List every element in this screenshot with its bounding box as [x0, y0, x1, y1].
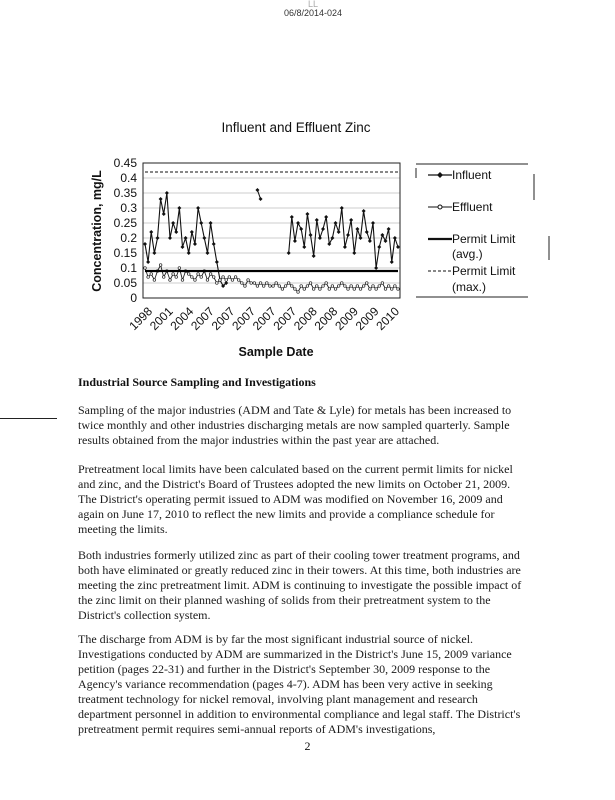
effluent-point — [350, 285, 353, 288]
influent-point — [171, 221, 175, 225]
effluent-point — [269, 285, 272, 288]
effluent-point — [356, 285, 359, 288]
x-tick-label: 2007 — [270, 304, 300, 334]
document-stamp — [268, 0, 358, 18]
effluent-point — [369, 288, 372, 291]
influent-point — [374, 266, 378, 270]
influent-point — [393, 236, 397, 240]
effluent-point — [178, 267, 181, 270]
effluent-point — [381, 282, 384, 285]
effluent-point — [278, 285, 281, 288]
influent-point — [143, 242, 147, 246]
effluent-point — [365, 282, 368, 285]
influent-point — [337, 230, 341, 234]
x-tick-label: 2007 — [188, 304, 217, 334]
influent-point — [159, 197, 163, 201]
effluent-point — [340, 282, 343, 285]
legend-permit-max-label: Permit Limit (max.) — [452, 264, 516, 294]
influent-point — [315, 218, 319, 222]
influent-point — [349, 218, 353, 222]
y-tick-label: 0.1 — [120, 261, 137, 275]
effluent-point — [216, 282, 219, 285]
chart-title: Influent and Effluent Zinc — [221, 120, 371, 135]
influent-point — [318, 236, 322, 240]
effluent-point — [187, 273, 190, 276]
x-tick-label: 1998 — [126, 304, 156, 334]
legend-permit-avg-label: Permit Limit (avg.) — [452, 232, 516, 261]
legend-influent-marker — [437, 172, 443, 178]
effluent-point — [194, 279, 197, 282]
influent-point — [299, 227, 303, 231]
influent-point — [368, 239, 372, 243]
effluent-point — [272, 285, 275, 288]
influent-point — [312, 254, 316, 258]
effluent-point — [200, 276, 203, 279]
effluent-point — [372, 285, 375, 288]
x-axis-label: Sample Date — [238, 345, 314, 359]
y-tick-label: 0.25 — [113, 216, 137, 230]
effluent-point — [169, 279, 172, 282]
influent-point — [162, 212, 166, 216]
effluent-point — [175, 276, 178, 279]
effluent-point — [225, 279, 228, 282]
effluent-point — [362, 285, 365, 288]
effluent-point — [275, 282, 278, 285]
effluent-point — [322, 285, 325, 288]
influent-point — [187, 251, 191, 255]
effluent-point — [297, 291, 300, 294]
effluent-point — [347, 288, 350, 291]
effluent-point — [181, 279, 184, 282]
y-tick-label: 0.2 — [120, 231, 137, 245]
influent-point — [174, 230, 178, 234]
influent-point — [396, 245, 400, 249]
influent-point — [324, 215, 328, 219]
effluent-point — [144, 267, 147, 270]
effluent-point — [375, 288, 378, 291]
influent-point — [209, 221, 213, 225]
x-tick-label: 2010 — [373, 304, 403, 334]
influent-point — [155, 236, 159, 240]
effluent-point — [337, 285, 340, 288]
x-tick-label: 2007 — [249, 304, 279, 334]
legend — [416, 164, 549, 297]
page-number: 2 — [304, 739, 311, 753]
legend-effluent-marker — [438, 205, 442, 209]
x-tick-label: 2008 — [311, 304, 341, 334]
effluent-point — [303, 288, 306, 291]
influent-point — [330, 236, 334, 240]
effluent-point — [284, 285, 287, 288]
x-tick-label: 2007 — [208, 304, 238, 334]
influent-point — [346, 233, 350, 237]
influent-point — [359, 236, 363, 240]
y-tick-label: 0 — [130, 291, 137, 305]
influent-point — [212, 242, 216, 246]
paragraph-sampling: Sampling of the major industries (ADM and Tate & Lyle) for metals has been increased to twice monthly and other industries discharging metals are now sampled quarterly. Sample results obtained from the major industries within the past year are attached. — [78, 403, 512, 447]
influent-point — [215, 260, 219, 264]
effluent-point — [319, 288, 322, 291]
influent-point — [377, 245, 381, 249]
influent-point — [355, 227, 359, 231]
effluent-point — [294, 288, 297, 291]
effluent-point — [397, 288, 400, 291]
influent-point — [362, 209, 366, 213]
effluent-point — [247, 279, 250, 282]
effluent-point — [162, 276, 165, 279]
effluent-point — [191, 276, 194, 279]
effluent-point — [244, 285, 247, 288]
effluent-point — [300, 285, 303, 288]
influent-point — [302, 245, 306, 249]
y-axis-label: Concentration, mg/L — [90, 170, 104, 292]
zinc-chart — [0, 110, 615, 370]
effluent-point — [241, 282, 244, 285]
x-tick-label: 2009 — [352, 304, 382, 334]
influent-point — [305, 212, 309, 216]
effluent-point — [212, 276, 215, 279]
effluent-point — [159, 264, 162, 267]
legend-influent-label: Influent — [452, 168, 492, 182]
influent-point — [290, 215, 294, 219]
effluent-point — [250, 282, 253, 285]
paragraph-nickel-source: The discharge from ADM is by far the most significant industrial source of nickel. Investigations conducted by ADM are summarized in the District's June 15, 2009 variance petition (pages 22-31) and further in the District's September 30, 2009 response to the Agency's variance recommendation (pages 4-7). ADM has been very active in seeking treatment technology for nickel removal, involving plant management and research department personnel in addition to environmental compliance and legal staff. The District's pretreatment permit requires semi-annual reports of ADM's investigations, — [78, 632, 521, 736]
influent-point — [380, 233, 384, 237]
effluent-point — [237, 279, 240, 282]
effluent-point — [315, 285, 318, 288]
effluent-point — [309, 282, 312, 285]
effluent-point — [378, 285, 381, 288]
effluent-point — [344, 285, 347, 288]
influent-point — [165, 191, 169, 195]
effluent-point — [390, 288, 393, 291]
effluent-point — [253, 282, 256, 285]
influent-point — [168, 236, 172, 240]
effluent-point — [172, 273, 175, 276]
x-tick-label: 2001 — [146, 304, 176, 334]
effluent-point — [387, 285, 390, 288]
effluent-point — [334, 288, 337, 291]
effluent-point — [209, 273, 212, 276]
stamp-line-1: LL — [307, 0, 318, 9]
influent-point — [184, 236, 188, 240]
effluent-point — [150, 273, 153, 276]
effluent-point — [384, 288, 387, 291]
y-tick-label: 0.45 — [113, 156, 137, 170]
effluent-point — [312, 288, 315, 291]
influent-point — [149, 230, 153, 234]
effluent-point — [306, 285, 309, 288]
effluent-point — [234, 276, 237, 279]
influent-point — [180, 245, 184, 249]
influent-point — [365, 230, 369, 234]
influent-point — [343, 245, 347, 249]
influent-point — [259, 197, 263, 201]
effluent-point — [147, 276, 150, 279]
effluent-point — [231, 279, 234, 282]
x-tick-label: 2008 — [291, 304, 320, 334]
influent-point — [296, 221, 300, 225]
influent-point — [387, 227, 391, 231]
effluent-point — [262, 285, 265, 288]
x-tick-label: 2004 — [167, 304, 197, 334]
effluent-point — [256, 285, 259, 288]
influent-point — [340, 206, 344, 210]
influent-point — [321, 227, 325, 231]
effluent-point — [228, 276, 231, 279]
effluent-point — [291, 285, 294, 288]
x-tick-label: 2009 — [332, 304, 361, 334]
effluent-point — [359, 288, 362, 291]
stamp-line-2: 06/8/2014-024 — [283, 8, 343, 18]
effluent-point — [219, 279, 222, 282]
influent-point — [334, 221, 338, 225]
influent-point — [384, 239, 388, 243]
effluent-point — [259, 282, 262, 285]
influent-point — [390, 260, 394, 264]
influent-point — [205, 251, 209, 255]
effluent-point — [353, 288, 356, 291]
influent-point — [327, 242, 331, 246]
effluent-point — [206, 279, 209, 282]
influent-point — [152, 251, 156, 255]
effluent-point — [197, 273, 200, 276]
influent-point — [371, 221, 375, 225]
influent-point — [196, 206, 200, 210]
y-tick-label: 0.3 — [120, 201, 137, 215]
effluent-point — [287, 282, 290, 285]
influent-point — [199, 221, 203, 225]
y-tick-label: 0.4 — [120, 171, 137, 185]
influent-point — [146, 260, 150, 264]
margin-rule — [0, 418, 57, 419]
effluent-point — [266, 282, 269, 285]
effluent-point — [281, 288, 284, 291]
influent-point — [287, 251, 291, 255]
section-heading: Industrial Source Sampling and Investigations — [78, 375, 316, 389]
influent-point — [309, 233, 313, 237]
influent-point — [190, 230, 194, 234]
effluent-point — [153, 279, 156, 282]
y-tick-label: 0.35 — [113, 186, 137, 200]
y-tick-label: 0.05 — [113, 276, 137, 290]
paragraph-zinc-programs: Both industries formerly utilized zinc as part of their cooling tower treatment programs, and both have eliminated or greatly reduced zinc in their towers. At this time, both industries are meeting the zinc pretreatment limit. ADM is continuing to investigate the possible impact of the zinc limit on their planned washing of solids from their pretreatment system to the District's collection system. — [78, 548, 522, 622]
effluent-point — [222, 276, 225, 279]
paragraph-local-limits: Pretreatment local limits have been calculated based on the current permit limits for nickel and zinc, and the District's Board of Trustees adopted the new limits on October 21, 2009. The District's operating permit issued to ADM was modified on November 16, 2009 and again on June 17, 2010 to reflect the new limits and provide a compliance schedule for meeting the limits. — [78, 462, 513, 536]
y-tick-label: 0.15 — [113, 246, 137, 260]
influent-point — [177, 206, 181, 210]
influent-point — [255, 188, 259, 192]
influent-point — [293, 239, 297, 243]
influent-point — [193, 242, 197, 246]
x-tick-label: 2007 — [229, 304, 259, 334]
influent-point — [352, 251, 356, 255]
legend-effluent-label: Effluent — [452, 200, 493, 214]
effluent-point — [331, 285, 334, 288]
effluent-point — [328, 288, 331, 291]
influent-point — [202, 236, 206, 240]
effluent-point — [325, 282, 328, 285]
effluent-point — [394, 285, 397, 288]
